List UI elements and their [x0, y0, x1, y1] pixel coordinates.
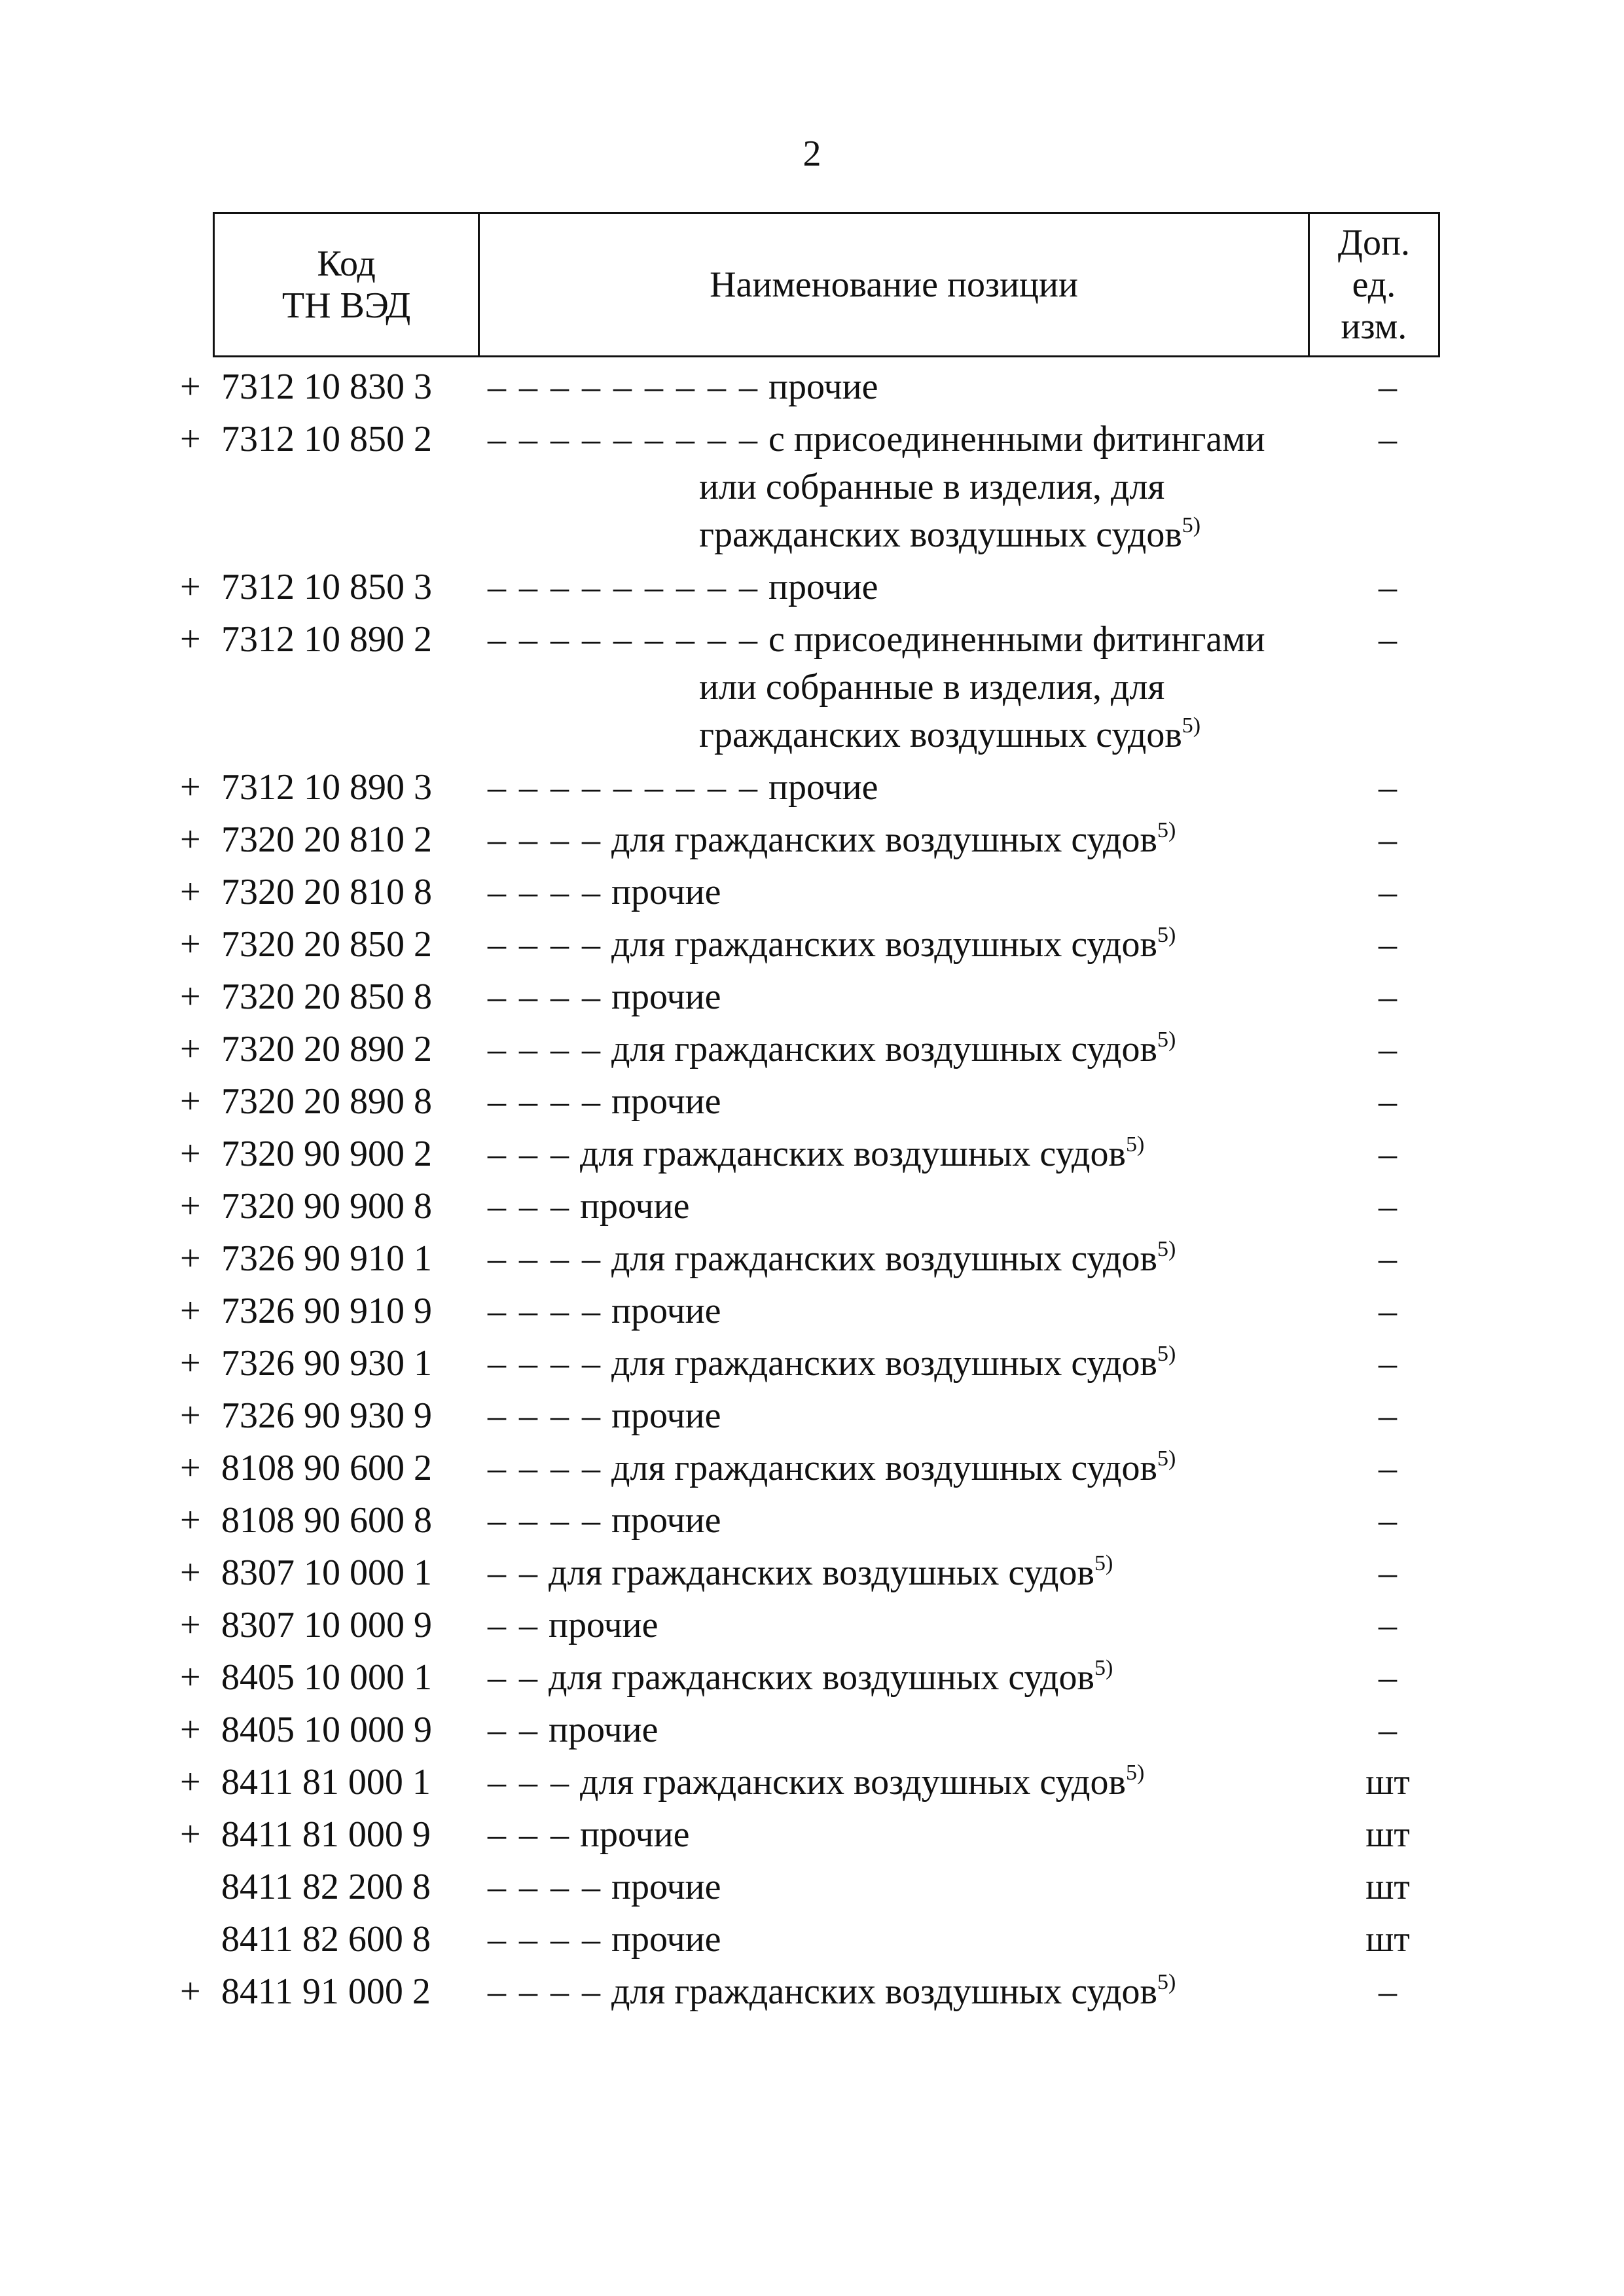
table-row	[0, 969, 1624, 1021]
position-name	[488, 1916, 1326, 1964]
footnote-marker: 5)	[1157, 1342, 1176, 1366]
plus-marker: +	[180, 1552, 201, 1593]
tn-ved-code: 8411 81 000 1	[221, 1762, 431, 1803]
position-text: прочие	[611, 977, 721, 1017]
tn-ved-code: 7312 10 890 3	[221, 767, 432, 808]
level-dashes: – – –	[488, 1762, 571, 1803]
header-unit-line1: Доп.	[1337, 223, 1410, 263]
header-unit-line2: ед.	[1352, 264, 1396, 305]
table-row	[0, 1859, 1624, 1911]
level-dashes: – – – – – – – – –	[488, 567, 759, 607]
header-unit-line3: изм.	[1341, 306, 1407, 347]
table-row	[0, 1806, 1624, 1859]
position-name	[488, 1235, 1326, 1283]
table-row	[0, 1649, 1624, 1702]
footnote-marker: 5)	[1157, 1028, 1176, 1052]
plus-marker: +	[180, 977, 201, 1017]
level-dashes: – – – –	[488, 1291, 602, 1331]
position-text: для гражданских воздушных судов	[611, 1343, 1157, 1384]
table-row	[0, 1126, 1624, 1178]
level-dashes: – –	[488, 1657, 539, 1698]
unit-of-measure: –	[1379, 619, 1397, 660]
unit-of-measure: шт	[1365, 1762, 1410, 1803]
unit-of-measure: –	[1379, 1500, 1397, 1541]
tn-ved-code: 7320 20 850 8	[221, 977, 432, 1017]
tn-ved-code: 7320 20 890 2	[221, 1029, 432, 1069]
tn-ved-code: 7320 20 850 2	[221, 924, 432, 965]
plus-marker: +	[180, 1081, 201, 1122]
position-text-continuation: или собранные в изделия, для	[699, 667, 1165, 708]
position-text: прочие	[549, 1605, 659, 1645]
tn-ved-code: 7320 20 890 8	[221, 1081, 432, 1122]
unit-of-measure: –	[1379, 924, 1397, 965]
tn-ved-code: 7326 90 910 1	[221, 1238, 432, 1279]
level-dashes: – – – –	[488, 1343, 602, 1384]
level-dashes: – –	[488, 1710, 539, 1750]
unit-of-measure: шт	[1365, 1814, 1410, 1855]
position-name	[488, 1497, 1326, 1545]
position-name	[488, 1026, 1326, 1073]
position-name	[488, 1602, 1326, 1649]
plus-marker: +	[180, 1029, 201, 1069]
unit-of-measure: –	[1379, 567, 1397, 607]
level-dashes: – – –	[488, 1186, 571, 1227]
position-name	[488, 1287, 1326, 1335]
position-name	[488, 1759, 1326, 1806]
plus-marker: +	[180, 1238, 201, 1279]
tn-ved-code: 8405 10 000 9	[221, 1710, 432, 1750]
table-row	[0, 916, 1624, 969]
level-dashes: – – – –	[488, 1081, 602, 1122]
plus-marker: +	[180, 1710, 201, 1750]
position-text: для гражданских воздушных судов	[611, 1448, 1157, 1488]
tn-ved-code: 7320 90 900 8	[221, 1186, 432, 1227]
table-row	[0, 1545, 1624, 1597]
footnote-marker: 5)	[1125, 1132, 1145, 1157]
plus-marker: +	[180, 419, 201, 459]
plus-marker: +	[180, 872, 201, 912]
plus-marker: +	[180, 619, 201, 660]
position-text: для гражданских воздушных судов	[580, 1762, 1126, 1803]
tn-ved-code: 7326 90 930 1	[221, 1343, 432, 1384]
tn-ved-code: 8108 90 600 8	[221, 1500, 432, 1541]
level-dashes: – – – – – – – – –	[488, 619, 759, 660]
plus-marker: +	[180, 1762, 201, 1803]
footnote-marker: 5)	[1157, 818, 1176, 842]
position-text: прочие	[611, 1081, 721, 1122]
position-name	[488, 1968, 1326, 2016]
unit-of-measure: –	[1379, 1291, 1397, 1331]
tn-ved-code: 8411 91 000 2	[221, 1971, 431, 2012]
unit-of-measure: –	[1379, 977, 1397, 1017]
table-row	[0, 1230, 1624, 1283]
position-text-continuation: гражданских воздушных судов	[699, 514, 1182, 555]
position-text: для гражданских воздушных судов	[611, 819, 1157, 860]
plus-marker: +	[180, 819, 201, 860]
unit-of-measure: –	[1379, 1343, 1397, 1384]
plus-marker: +	[180, 1186, 201, 1227]
position-text: прочие	[768, 367, 878, 407]
unit-of-measure: –	[1379, 1657, 1397, 1698]
position-name	[488, 1706, 1326, 1754]
footnote-marker: 5)	[1125, 1761, 1145, 1785]
position-name	[488, 616, 1326, 759]
level-dashes: – – – –	[488, 977, 602, 1017]
position-name	[488, 1183, 1326, 1230]
position-text: для гражданских воздушных судов	[549, 1552, 1094, 1593]
position-name	[488, 564, 1326, 611]
level-dashes: – – – –	[488, 1500, 602, 1541]
position-text: прочие	[611, 1919, 721, 1960]
position-name	[488, 1863, 1326, 1911]
plus-marker: +	[180, 1291, 201, 1331]
tn-ved-code: 8411 82 200 8	[221, 1867, 431, 1907]
plus-marker: +	[180, 1343, 201, 1384]
unit-of-measure: шт	[1365, 1867, 1410, 1907]
level-dashes: – – – –	[488, 1395, 602, 1436]
level-dashes: – – – –	[488, 1029, 602, 1069]
unit-of-measure: –	[1379, 1134, 1397, 1174]
tn-ved-code: 7320 20 810 2	[221, 819, 432, 860]
plus-marker: +	[180, 1448, 201, 1488]
tn-ved-code: 7326 90 910 9	[221, 1291, 432, 1331]
plus-marker: +	[180, 1657, 201, 1698]
level-dashes: – –	[488, 1552, 539, 1593]
position-text: прочие	[768, 567, 878, 607]
position-name	[488, 416, 1326, 559]
position-name	[488, 1392, 1326, 1440]
position-name	[488, 1654, 1326, 1702]
position-name	[488, 1444, 1326, 1492]
position-text: для гражданских воздушных судов	[549, 1657, 1094, 1698]
position-text: прочие	[611, 872, 721, 912]
unit-of-measure: –	[1379, 767, 1397, 808]
table-row	[0, 1911, 1624, 1964]
position-text-continuation: или собранные в изделия, для	[699, 467, 1165, 507]
position-name	[488, 869, 1326, 916]
unit-of-measure: –	[1379, 1029, 1397, 1069]
table-row	[0, 759, 1624, 812]
position-name	[488, 921, 1326, 969]
tn-ved-code: 7320 20 810 8	[221, 872, 432, 912]
table-row	[0, 1702, 1624, 1754]
level-dashes: – – – – – – – – –	[488, 767, 759, 808]
level-dashes: – – – –	[488, 872, 602, 912]
table-row	[0, 1440, 1624, 1492]
level-dashes: – – –	[488, 1134, 571, 1174]
table-row	[0, 1754, 1624, 1806]
position-text: для гражданских воздушных судов	[611, 1029, 1157, 1069]
level-dashes: – – – –	[488, 1238, 602, 1279]
footnote-marker: 5)	[1182, 713, 1201, 738]
level-dashes: – – –	[488, 1814, 571, 1855]
footnote-marker: 5)	[1094, 1656, 1113, 1680]
unit-of-measure: –	[1379, 1186, 1397, 1227]
tn-ved-code: 7312 10 850 3	[221, 567, 432, 607]
position-name	[488, 363, 1326, 411]
position-text: для гражданских воздушных судов	[611, 1238, 1157, 1279]
level-dashes: – –	[488, 1605, 539, 1645]
position-text: прочие	[611, 1500, 721, 1541]
level-dashes: – – – –	[488, 924, 602, 965]
tn-ved-code: 7312 10 830 3	[221, 367, 432, 407]
table-row	[0, 1492, 1624, 1545]
tn-ved-code: 7312 10 890 2	[221, 619, 432, 660]
unit-of-measure: –	[1379, 1081, 1397, 1122]
position-text-continuation: гражданских воздушных судов	[699, 715, 1182, 755]
unit-of-measure: –	[1379, 1605, 1397, 1645]
position-text: для гражданских воздушных судов	[580, 1134, 1126, 1174]
position-text: прочие	[611, 1867, 721, 1907]
footnote-marker: 5)	[1157, 923, 1176, 947]
table-row	[0, 1178, 1624, 1230]
level-dashes: – – – –	[488, 1448, 602, 1488]
header-code	[214, 213, 479, 357]
plus-marker: +	[180, 1605, 201, 1645]
unit-of-measure: –	[1379, 419, 1397, 459]
unit-of-measure: –	[1379, 1710, 1397, 1750]
table-row	[0, 1964, 1624, 2016]
page-number: 2	[803, 134, 821, 174]
footnote-marker: 5)	[1157, 1237, 1176, 1261]
footnote-marker: 5)	[1094, 1551, 1113, 1575]
level-dashes: – – – –	[488, 1919, 602, 1960]
table-row	[0, 1335, 1624, 1388]
plus-marker: +	[180, 1500, 201, 1541]
unit-of-measure: –	[1379, 872, 1397, 912]
tn-ved-code: 7312 10 850 2	[221, 419, 432, 459]
level-dashes: – – – –	[488, 1971, 602, 2012]
footnote-marker: 5)	[1157, 1446, 1176, 1471]
position-name	[488, 1549, 1326, 1597]
header-code-line1: Код	[317, 243, 376, 284]
plus-marker: +	[180, 924, 201, 965]
unit-of-measure: –	[1379, 1238, 1397, 1279]
header-name: Наименование позиции	[479, 213, 1309, 357]
position-name	[488, 973, 1326, 1021]
plus-marker: +	[180, 1814, 201, 1855]
plus-marker: +	[180, 567, 201, 607]
table-row	[0, 611, 1624, 759]
table-row	[0, 1021, 1624, 1073]
position-name	[488, 1130, 1326, 1178]
plus-marker: +	[180, 367, 201, 407]
position-text: для гражданских воздушных судов	[611, 1971, 1157, 2012]
level-dashes: – – – –	[488, 819, 602, 860]
position-text: прочие	[580, 1186, 690, 1227]
footnote-marker: 5)	[1157, 1970, 1176, 1994]
tn-ved-code: 7326 90 930 9	[221, 1395, 432, 1436]
level-dashes: – – – –	[488, 1867, 602, 1907]
footnote-marker: 5)	[1182, 513, 1201, 537]
header-unit	[1308, 213, 1439, 357]
unit-of-measure: –	[1379, 1395, 1397, 1436]
table-row	[0, 1073, 1624, 1126]
position-name	[488, 1078, 1326, 1126]
level-dashes: – – – – – – – – –	[488, 367, 759, 407]
tn-ved-code: 8307 10 000 1	[221, 1552, 432, 1593]
table-body	[0, 359, 1624, 2016]
tn-ved-code: 8108 90 600 2	[221, 1448, 432, 1488]
tn-ved-code: 8405 10 000 1	[221, 1657, 432, 1698]
position-text: прочие	[768, 767, 878, 808]
table-row	[0, 864, 1624, 916]
unit-of-measure: шт	[1365, 1919, 1410, 1960]
position-name	[488, 764, 1326, 812]
tn-ved-code: 8411 82 600 8	[221, 1919, 431, 1960]
table-row	[0, 1388, 1624, 1440]
unit-of-measure: –	[1379, 1448, 1397, 1488]
position-name	[488, 1811, 1326, 1859]
table-row	[0, 812, 1624, 864]
tn-ved-code: 8307 10 000 9	[221, 1605, 432, 1645]
unit-of-measure: –	[1379, 1971, 1397, 2012]
position-text: прочие	[611, 1395, 721, 1436]
level-dashes: – – – – – – – – –	[488, 419, 759, 459]
position-name	[488, 1340, 1326, 1388]
plus-marker: +	[180, 1395, 201, 1436]
header-code-line2: ТН ВЭД	[281, 285, 411, 326]
position-name	[488, 816, 1326, 864]
table-row	[0, 559, 1624, 611]
table-row	[0, 411, 1624, 559]
position-text: прочие	[611, 1291, 721, 1331]
tn-ved-code: 8411 81 000 9	[221, 1814, 431, 1855]
unit-of-measure: –	[1379, 819, 1397, 860]
table-row	[0, 359, 1624, 411]
position-text: с присоединенными фитингами	[768, 419, 1265, 459]
table-header	[213, 212, 1440, 357]
plus-marker: +	[180, 767, 201, 808]
unit-of-measure: –	[1379, 367, 1397, 407]
position-text: для гражданских воздушных судов	[611, 924, 1157, 965]
position-text: прочие	[580, 1814, 690, 1855]
table-row	[0, 1597, 1624, 1649]
plus-marker: +	[180, 1971, 201, 2012]
tn-ved-code: 7320 90 900 2	[221, 1134, 432, 1174]
plus-marker: +	[180, 1134, 201, 1174]
position-text: с присоединенными фитингами	[768, 619, 1265, 660]
unit-of-measure: –	[1379, 1552, 1397, 1593]
position-text: прочие	[549, 1710, 659, 1750]
table-row	[0, 1283, 1624, 1335]
